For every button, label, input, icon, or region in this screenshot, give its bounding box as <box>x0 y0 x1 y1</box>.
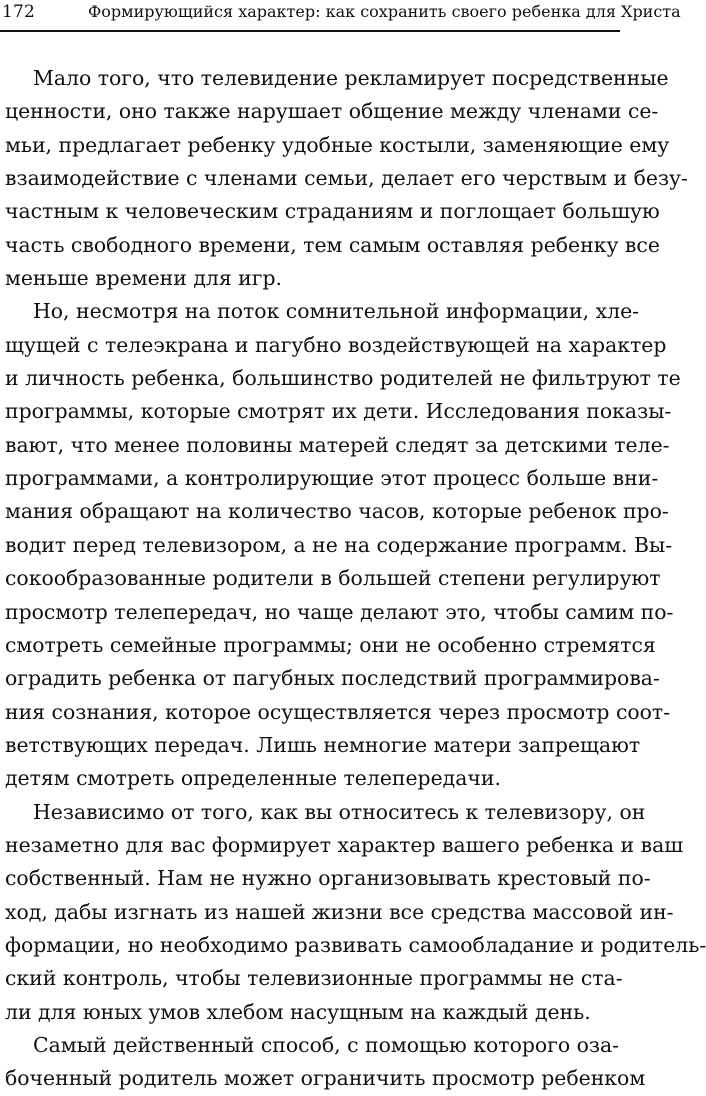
text-line: ветствующих передач. Лишь немногие матери запрещают <box>5 732 641 757</box>
paragraph <box>5 295 681 795</box>
text-line: ния сознания, которое осуществляется через просмотр соот- <box>5 699 671 724</box>
text-line: вают, что менее половины матерей следят за детскими теле- <box>5 432 670 457</box>
text-line: ценности, оно также нарушает общение между членами се- <box>5 99 659 124</box>
paragraph <box>5 1029 646 1096</box>
body-text <box>5 62 706 1096</box>
text-line: ский контроль, чтобы телевизионные программы не ста- <box>5 966 623 991</box>
text-line: водит перед телевизором, а не на содержание программ. Вы- <box>5 532 673 557</box>
text-line: часть свободного времени, тем самым оставляя ребенку все <box>5 232 660 257</box>
text-line: боченный родитель может ограничить просмотр ребенком <box>5 1066 646 1091</box>
text-line: меньше времени для игр. <box>5 266 282 291</box>
text-line: мьи, предлагает ребенку удобные костыли, заменяющие ему <box>5 132 670 157</box>
text-line: щущей с телеэкрана и пагубно воздействующей на характер <box>5 332 667 357</box>
text-line: Мало того, что телевидение рекламирует посредственные <box>33 66 669 90</box>
text-line: Независимо от того, как вы относитесь к телевизору, он <box>33 799 646 824</box>
paragraph <box>5 796 706 1029</box>
text-line: сокообразованные родители в большей степени регулируют <box>5 566 661 591</box>
text-line: незаметно для вас формирует характер вашего ребенка и ваш <box>5 832 684 857</box>
header-rule <box>0 30 620 32</box>
running-head: Формирующийся характер: как сохранить своего ребенка для Христа <box>88 2 681 21</box>
text-line: детям смотреть определенные телепередачи. <box>5 766 501 791</box>
paragraph <box>5 62 688 295</box>
text-line: Но, несмотря на поток сомнительной информации, хле- <box>33 299 640 324</box>
text-line: взаимодействие с членами семьи, делает его черствым и безу- <box>5 166 688 191</box>
text-line: Самый действенный способ, с помощью которого оза- <box>33 1032 620 1057</box>
text-line: программами, а контролирующие этот процесс больше вни- <box>5 466 659 491</box>
text-line: смотреть семейные программы; они не особенно стремятся <box>5 632 656 657</box>
text-line: программы, которые смотрят их дети. Исследования показы- <box>5 399 672 424</box>
text-line: собственный. Нам не нужно организовывать крестовый по- <box>5 866 651 891</box>
page-number: 172 <box>2 2 36 22</box>
text-line: просмотр телепередач, но чаще делают это, чтобы самим по- <box>5 599 674 624</box>
text-line: ли для юных умов хлебом насущным на каждый день. <box>5 999 591 1024</box>
text-line: формации, но необходимо развивать самообладание и родитель- <box>5 932 706 957</box>
text-line: частным к человеческим страданиям и поглощает большую <box>5 199 660 224</box>
text-line: мания обращают на количество часов, которые ребенок про- <box>5 499 669 524</box>
text-line: оградить ребенка от пагубных последствий программирова- <box>5 666 660 691</box>
text-line: и личность ребенка, большинство родителей не фильтруют те <box>5 366 681 391</box>
text-line: ход, дабы изгнать из нашей жизни все средства массовой ин- <box>5 899 674 924</box>
page-header <box>0 0 681 34</box>
